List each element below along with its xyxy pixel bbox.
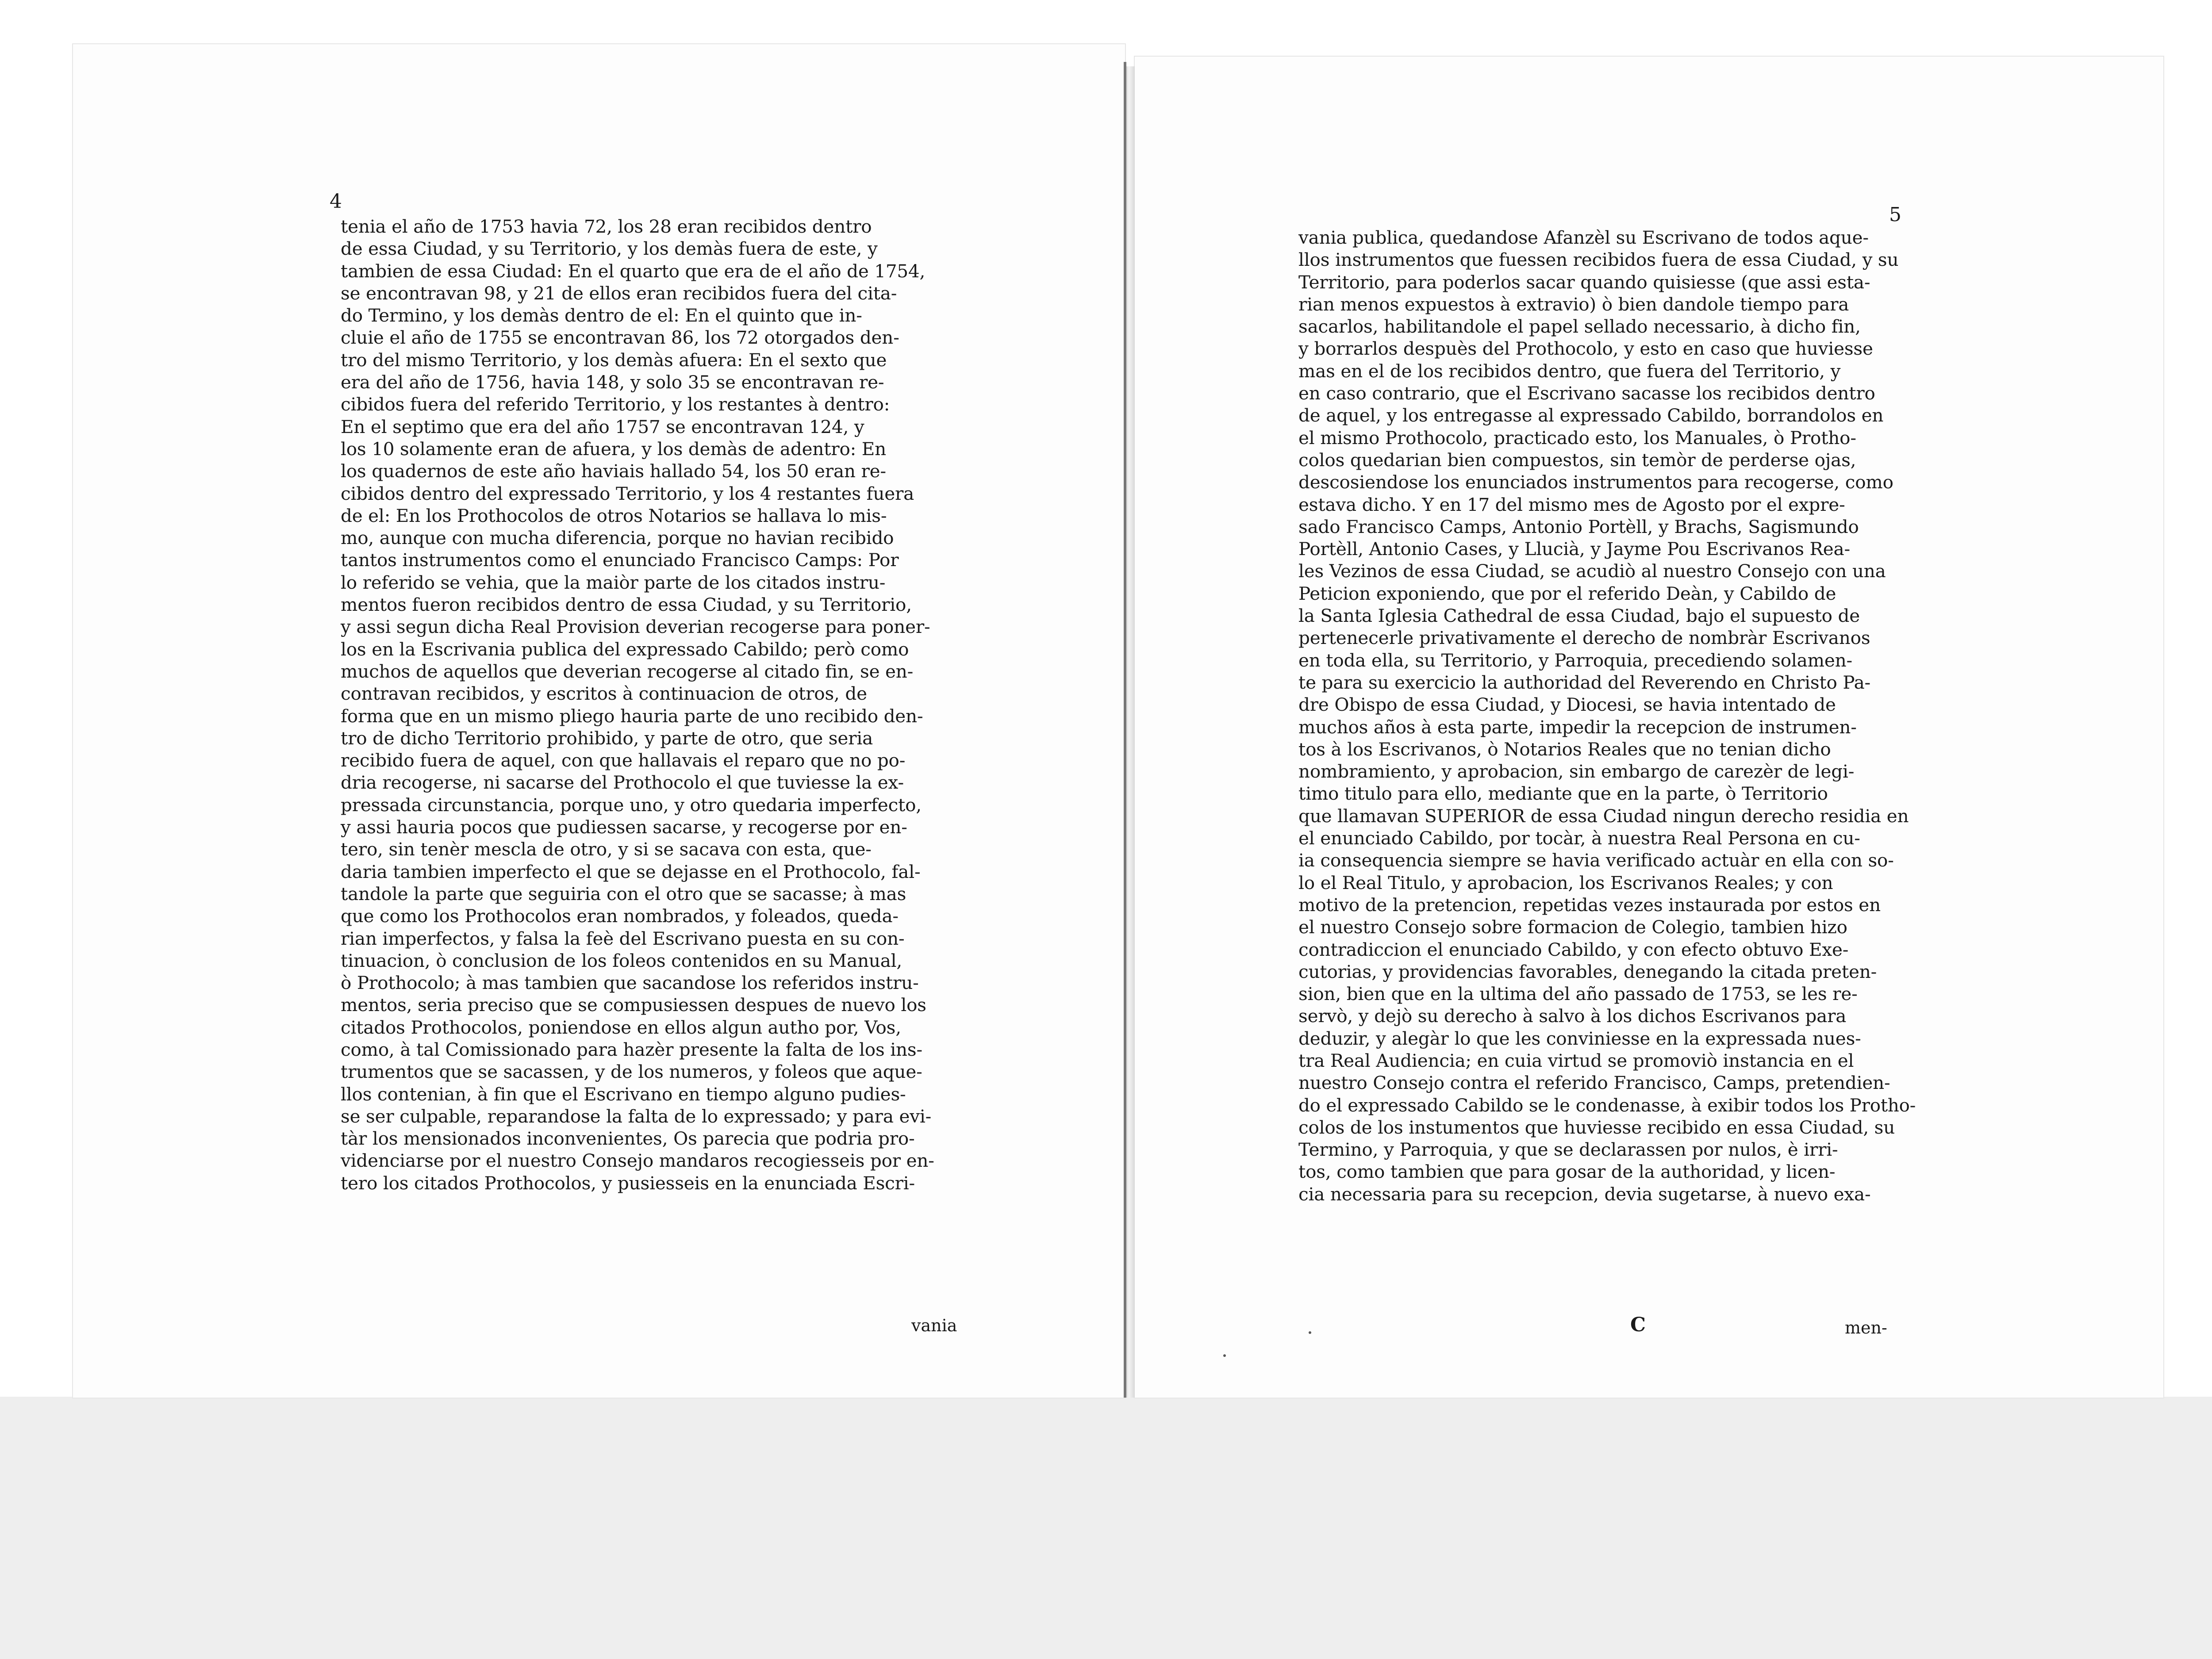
text-line: Termino, y Parroquia, y que se declarassen por nulos, è irri- bbox=[1298, 1139, 1838, 1161]
text-line: los 10 solamente eran de afuera, y los demàs de adentro: En bbox=[341, 438, 887, 460]
text-line: sion, bien que en la ultima del año passado de 1753, se les re- bbox=[1298, 983, 1858, 1005]
paper-speck bbox=[1309, 1331, 1311, 1334]
text-line: el nuestro Consejo sobre formacion de Colegio, tambien hizo bbox=[1298, 916, 1847, 938]
text-line: trumentos que se sacassen, y de los numeros, y foleos que aque- bbox=[341, 1061, 922, 1083]
text-line: recibido fuera de aquel, con que hallavais el reparo que no po- bbox=[341, 750, 906, 771]
right-page-body bbox=[1298, 226, 1916, 1205]
book-gutter bbox=[1125, 66, 1135, 1398]
text-line: motivo de la pretencion, repetidas vezes instaurada por estos en bbox=[1298, 894, 1881, 916]
text-line: se ser culpable, reparandose la falta de lo expressado; y para evi- bbox=[341, 1105, 932, 1127]
left-catchword: vania bbox=[911, 1316, 957, 1335]
text-line: que llamavan SUPERIOR de essa Ciudad ningun derecho residia en bbox=[1298, 805, 1909, 827]
text-line: mas en el de los recibidos dentro, que fuera del Territorio, y bbox=[1298, 360, 1841, 382]
text-line: sacarlos, habilitandole el papel sellado necessario, à dicho fin, bbox=[1298, 316, 1861, 337]
text-line: descosiendose los enunciados instrumentos para recogerse, como bbox=[1298, 471, 1893, 493]
text-line: los en la Escrivania publica del expressado Cabildo; però como bbox=[341, 638, 909, 660]
text-line: les Vezinos de essa Ciudad, se acudiò al nuestro Consejo con una bbox=[1298, 560, 1886, 582]
text-line: cibidos dentro del expressado Territorio, y los 4 restantes fuera bbox=[341, 483, 914, 504]
text-line: cutorias, y providencias favorables, denegando la citada preten- bbox=[1298, 961, 1877, 982]
text-line: colos de los instumentos que huviesse recibido en essa Ciudad, su bbox=[1298, 1116, 1895, 1138]
text-line: tambien de essa Ciudad: En el quarto que era de el año de 1754, bbox=[341, 260, 926, 282]
text-line: rian menos expuestos à extravio) ò bien dandole tiempo para bbox=[1298, 293, 1849, 315]
text-line: muchos de aquellos que deverian recogerse al citado fin, se en- bbox=[341, 660, 914, 682]
text-line: dre Obispo de essa Ciudad, y Diocesi, se havia intentado de bbox=[1298, 694, 1836, 716]
text-line: colos quedarian bien compuestos, sin temòr de perderse ojas, bbox=[1298, 449, 1856, 471]
text-line: cia necessaria para su recepcion, devia sugetarse, à nuevo exa- bbox=[1298, 1183, 1871, 1205]
text-line: en toda ella, su Territorio, y Parroquia, precediendo solamen- bbox=[1298, 649, 1852, 671]
text-line: timo titulo para ello, mediante que en la parte, ò Territorio bbox=[1298, 783, 1828, 805]
text-line: era del año de 1756, havia 148, y solo 35 se encontravan re- bbox=[341, 372, 884, 393]
text-line: mentos fueron recibidos dentro de essa Ciudad, y su Territorio, bbox=[341, 594, 912, 616]
text-line: tantos instrumentos como el enunciado Francisco Camps: Por bbox=[341, 549, 899, 571]
text-line: lo el Real Titulo, y aprobacion, los Escrivanos Reales; y con bbox=[1298, 872, 1833, 893]
text-line: rian imperfectos, y falsa la feè del Escrivano puesta en su con- bbox=[341, 927, 905, 949]
text-line: tàr los mensionados inconvenientes, Os parecia que podria pro- bbox=[341, 1128, 915, 1149]
text-line: de essa Ciudad, y su Territorio, y los demàs fuera de este, y bbox=[341, 238, 878, 260]
text-line: estava dicho. Y en 17 del mismo mes de Agosto por el expre- bbox=[1298, 494, 1845, 515]
text-line: tinuacion, ò conclusion de los foleos contenidos en su Manual, bbox=[341, 950, 902, 971]
text-line: mo, aunque con mucha diferencia, porque no havian recibido bbox=[341, 527, 894, 549]
text-line: nuestro Consejo contra el referido Francisco, Camps, pretendien- bbox=[1298, 1072, 1890, 1094]
text-line: Peticion exponiendo, que por el referido Deàn, y Cabildo de bbox=[1298, 582, 1836, 604]
text-line: dria recogerse, ni sacarse del Prothocolo el que tuviesse la ex- bbox=[341, 772, 904, 793]
text-line: y assi hauria pocos que pudiessen sacarse, y recogerse por en- bbox=[341, 816, 907, 838]
text-line: tos, como tambien que para gosar de la authoridad, y licen- bbox=[1298, 1161, 1836, 1183]
text-line: tro de dicho Territorio prohibido, y parte de otro, que seria bbox=[341, 727, 873, 749]
text-line: que como los Prothocolos eran nombrados, y foleados, queda- bbox=[341, 905, 899, 927]
text-line: pressada circunstancia, porque uno, y otro quedaria imperfecto, bbox=[341, 794, 922, 816]
text-line: contravan recibidos, y escritos à continuacion de otros, de bbox=[341, 683, 867, 705]
text-line: do Termino, y los demàs dentro de el: En el quinto que in- bbox=[341, 305, 862, 326]
text-line: tero los citados Prothocolos, y pusiesseis en la enunciada Escri- bbox=[341, 1172, 915, 1194]
text-line: te para su exercicio la authoridad del Reverendo en Christo Pa- bbox=[1298, 671, 1871, 693]
right-page-number: 5 bbox=[1889, 203, 1901, 226]
text-line: llos instrumentos que fuessen recibidos fuera de essa Ciudad, y su bbox=[1298, 249, 1899, 271]
text-line: de aquel, y los entregasse al expressado Cabildo, borrandolos en bbox=[1298, 405, 1884, 426]
text-line: citados Prothocolos, poniendose en ellos algun autho por, Vos, bbox=[341, 1016, 901, 1038]
text-line: tra Real Audiencia; en cuia virtud se promoviò instancia en el bbox=[1298, 1050, 1854, 1071]
text-line: ò Prothocolo; à mas tambien que sacandose los referidos instru- bbox=[341, 972, 919, 994]
text-line: ia consequencia siempre se havia verificado actuàr en ella con so- bbox=[1298, 850, 1894, 871]
left-page-body bbox=[341, 215, 964, 1194]
text-line: contradiccion el enunciado Cabildo, y con efecto obtuvo Exe- bbox=[1298, 939, 1849, 960]
text-line: vania publica, quedandose Afanzèl su Escrivano de todos aque- bbox=[1298, 227, 1869, 248]
text-line: el enunciado Cabildo, por tocàr, à nuestra Real Persona en cu- bbox=[1298, 828, 1860, 849]
text-line: tandole la parte que seguiria con el otro que se sacasse; à mas bbox=[341, 883, 906, 904]
text-line: sado Francisco Camps, Antonio Portèll, y Brachs, Sagismundo bbox=[1298, 516, 1859, 537]
text-line: do el expressado Cabildo se le condenasse, à exibir todos los Protho- bbox=[1298, 1094, 1916, 1116]
text-line: como, à tal Comissionado para hazèr presente la falta de los ins- bbox=[341, 1038, 922, 1060]
text-line: tos à los Escrivanos, ò Notarios Reales que no tenian dicho bbox=[1298, 738, 1831, 760]
text-line: de el: En los Prothocolos de otros Notarios se hallava lo mis- bbox=[341, 505, 887, 526]
text-line: se encontravan 98, y 21 de ellos eran recibidos fuera del cita- bbox=[341, 282, 897, 304]
text-line: el mismo Prothocolo, practicado esto, los Manuales, ò Protho- bbox=[1298, 427, 1856, 448]
text-line: daria tambien imperfecto el que se dejasse en el Prothocolo, fal- bbox=[341, 861, 921, 882]
text-line: tro del mismo Territorio, y los demàs afuera: En el sexto que bbox=[341, 349, 887, 371]
text-line: llos contenian, à fin que el Escrivano en tiempo alguno pudies- bbox=[341, 1083, 906, 1105]
text-line: mentos, seria preciso que se compusiessen despues de nuevo los bbox=[341, 994, 926, 1016]
text-line: pertenecerle privativamente el derecho de nombràr Escrivanos bbox=[1298, 627, 1870, 649]
text-line: En el septimo que era del año 1757 se encontravan 124, y bbox=[341, 416, 864, 437]
text-line: la Santa Iglesia Cathedral de essa Ciudad, bajo el supuesto de bbox=[1298, 605, 1860, 627]
scanner-background bbox=[0, 1397, 2212, 1659]
text-line: y borrarlos despuès del Prothocolo, y esto en caso que huviesse bbox=[1298, 338, 1873, 360]
text-line: en caso contrario, que el Escrivano sacasse los recibidos dentro bbox=[1298, 383, 1875, 404]
text-line: tero, sin tenèr mescla de otro, y si se sacava con esta, que- bbox=[341, 839, 872, 860]
text-line: deduzir, y alegàr lo que les conviniesse en la expressada nues- bbox=[1298, 1027, 1861, 1049]
text-line: videnciarse por el nuestro Consejo mandaros recogiesseis por en- bbox=[341, 1150, 934, 1172]
right-catchword: men- bbox=[1845, 1318, 1887, 1337]
text-line: y assi segun dicha Real Provision deverian recogerse para poner- bbox=[341, 616, 930, 638]
text-line: servò, y dejò su derecho à salvo à los dichos Escrivanos para bbox=[1298, 1005, 1847, 1027]
text-line: lo referido se vehia, que la maiòr parte de los citados instru- bbox=[341, 571, 886, 593]
text-line: nombramiento, y aprobacion, sin embargo de carezèr de legi- bbox=[1298, 761, 1855, 782]
signature-mark: C bbox=[1630, 1314, 1646, 1336]
text-line: cluie el año de 1755 se encontravan 86, los 72 otorgados den- bbox=[341, 327, 899, 349]
text-line: muchos años à esta parte, impedir la recepcion de instrumen- bbox=[1298, 716, 1857, 738]
text-line: cibidos fuera del referido Territorio, y los restantes à dentro: bbox=[341, 394, 890, 415]
text-line: Territorio, para poderlos sacar quando quisiesse (que assi esta- bbox=[1298, 271, 1870, 293]
page-edge bbox=[1124, 62, 1126, 1398]
text-line: forma que en un mismo pliego hauria parte de uno recibido den- bbox=[341, 705, 923, 727]
text-line: Portèll, Antonio Cases, y Llucià, y Jayme Pou Escrivanos Rea- bbox=[1298, 538, 1850, 560]
text-line: tenia el año de 1753 havia 72, los 28 eran recibidos dentro bbox=[341, 216, 872, 237]
left-page-number: 4 bbox=[330, 190, 342, 213]
paper-speck bbox=[1223, 1354, 1226, 1357]
text-line: los quadernos de este año haviais hallado 54, los 50 eran re- bbox=[341, 460, 886, 482]
